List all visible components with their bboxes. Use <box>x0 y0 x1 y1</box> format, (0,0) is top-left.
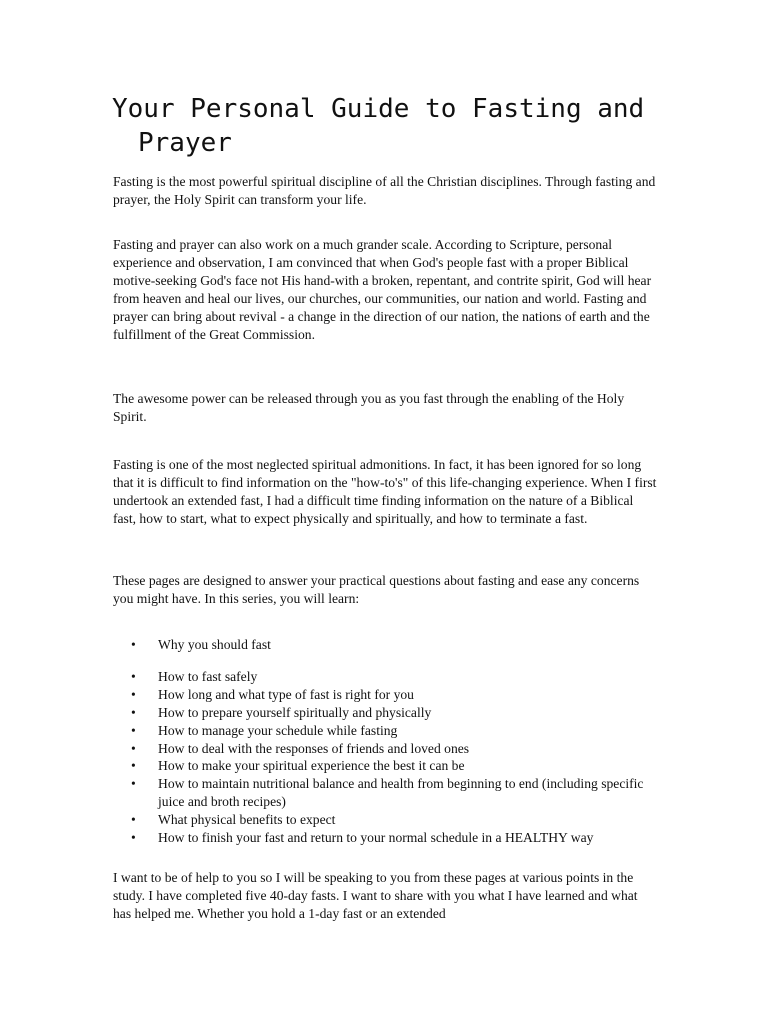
paragraph-want-to-help: I want to be of help to you so I will be speaking to you from these pages at various points in the study. I have completed five 40-day fasts. I want to share with you what I have learned and what has helped me. Whether you hold a 1-day fast or an extended <box>113 870 638 921</box>
list-item-text: How to finish your fast and return to your normal schedule in a HEALTHY way <box>158 830 594 846</box>
paragraph-neglected: Fasting is one of the most neglected spiritual admonitions. In fact, it has been ignored for so long that it is difficult to find information on the "how-to's" of this life-changing experience. When I first undertook an extended fast, I had a difficult time finding information on the nature of a Biblical fast, how to start, what to expect physically and spiritually, and how to terminate a fast. <box>113 457 657 526</box>
list-item-text: What physical benefits to expect <box>158 812 336 828</box>
list-item <box>113 811 673 829</box>
list-item-text: How long and what type of fast is right for you <box>158 686 414 702</box>
list-item-text: How to fast safely <box>158 668 258 684</box>
list-item <box>113 686 673 704</box>
title-line-2: Prayer <box>138 128 232 158</box>
list-item-text: How to deal with the responses of friends and loved ones <box>158 740 470 756</box>
list-item <box>113 668 673 686</box>
list-item-text: How to prepare yourself spiritually and physically <box>158 704 432 720</box>
paragraph-awesome-power: The awesome power can be released through you as you fast through the enabling of the Holy Spirit. <box>113 391 625 424</box>
bullet-icon: • <box>131 668 136 684</box>
bullet-icon: • <box>131 812 136 828</box>
list-item <box>113 757 673 775</box>
paragraph-grander-scale: Fasting and prayer can also work on a much grander scale. According to Scripture, personal experience and observation, I am convinced that when God's people fast with a proper Biblical motive-seeking God's face not His hand-with a broken, repentant, and contrite spirit, God will hear from heaven and heal our lives, our churches, our communities, our nation and world. Fasting and prayer can bring about revival - a change in the direction of our nation, the nations of earth and the fulfillment of the Great Commission. <box>113 237 652 342</box>
list-item <box>113 775 673 811</box>
list-item <box>113 722 673 740</box>
bullet-icon: • <box>131 686 136 702</box>
bullet-icon: • <box>131 740 136 756</box>
list-item-text: How to manage your schedule while fasting <box>158 722 398 738</box>
paragraph-pages-designed: These pages are designed to answer your practical questions about fasting and ease any concerns you might have. In this series, you will learn: <box>113 573 640 606</box>
list-item-text: How to maintain nutritional balance and health from beginning to end (including specific juice and broth recipes) <box>158 776 644 810</box>
bullet-icon: • <box>131 722 136 738</box>
title-line-1: Your Personal Guide to Fasting and <box>112 94 645 124</box>
list-item-text: Why you should fast <box>158 637 271 652</box>
topics-list <box>113 636 673 847</box>
list-item-text: How to make your spiritual experience the best it can be <box>158 758 465 774</box>
bullet-icon: • <box>131 637 136 652</box>
bullet-icon: • <box>131 704 136 720</box>
list-item <box>113 829 673 847</box>
bullet-icon: • <box>131 830 136 846</box>
page-title <box>112 92 672 160</box>
bullet-icon: • <box>131 776 136 792</box>
bullet-icon: • <box>131 758 136 774</box>
list-item <box>113 704 673 722</box>
paragraph-intro: Fasting is the most powerful spiritual discipline of all the Christian disciplines. Through fasting and prayer, the Holy Spirit can transform your life. <box>113 174 656 207</box>
list-item <box>113 740 673 758</box>
list-item <box>113 636 673 654</box>
